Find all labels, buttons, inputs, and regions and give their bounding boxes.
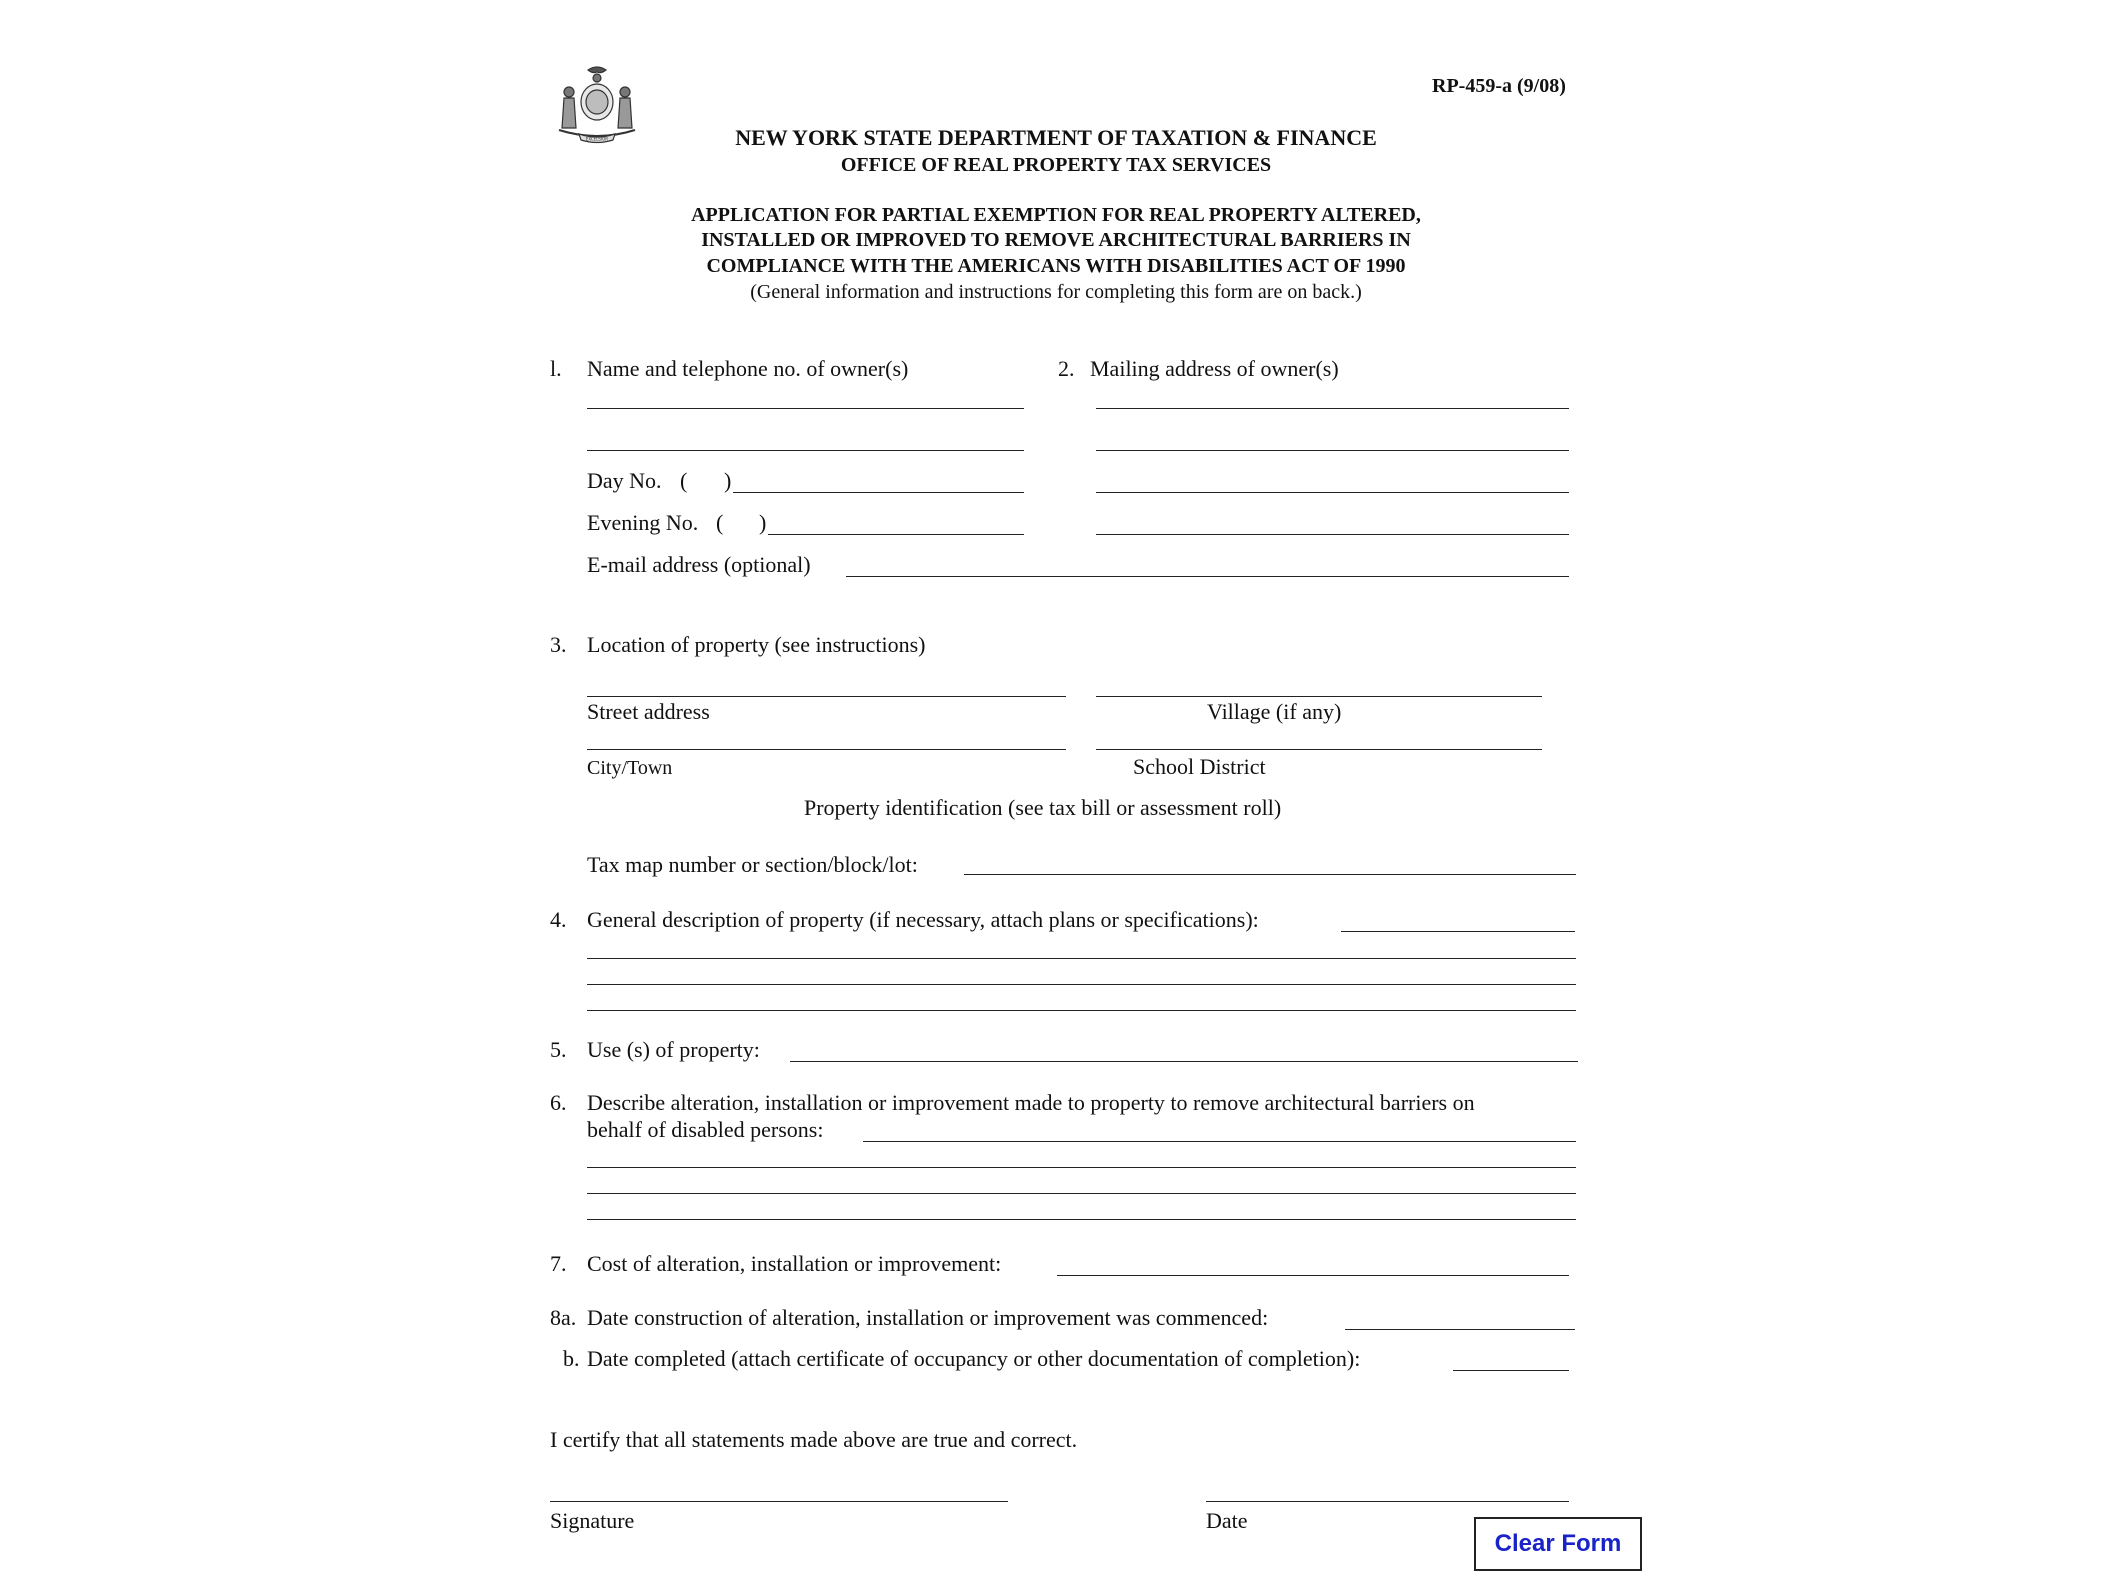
form-title-line-3: COMPLIANCE WITH THE AMERICANS WITH DISABILITIES ACT OF 1990 <box>706 255 1406 277</box>
form-id: RP-459-a (9/08) <box>1432 75 1566 97</box>
alteration-description-line-3[interactable] <box>587 1193 1576 1194</box>
signature-field[interactable] <box>550 1501 1008 1502</box>
property-use-field[interactable] <box>790 1061 1578 1062</box>
section-7-number: 7. <box>550 1251 567 1276</box>
property-description-line-1[interactable] <box>1341 931 1575 932</box>
city-town-field[interactable] <box>587 749 1066 750</box>
office-subtitle: OFFICE OF REAL PROPERTY TAX SERVICES <box>840 154 1272 176</box>
alteration-description-line-4[interactable] <box>587 1219 1576 1220</box>
school-district-label: School District <box>1133 754 1266 779</box>
alteration-description-line-1[interactable] <box>863 1141 1576 1142</box>
owner-name-phone-label: Name and telephone no. of owner(s) <box>587 356 909 381</box>
signature-label: Signature <box>550 1508 635 1533</box>
day-phone-label: Day No. <box>587 468 662 493</box>
date-completed-label: Date completed (attach certificate of occupancy or other documentation of completion): <box>587 1346 1361 1371</box>
seal-motto: EXCELSIOR <box>585 136 609 142</box>
tax-map-label: Tax map number or section/block/lot: <box>587 852 918 877</box>
street-address-field[interactable] <box>587 696 1066 697</box>
property-description-line-2[interactable] <box>587 958 1576 959</box>
day-phone-paren-open: ( <box>680 468 688 493</box>
city-town-label: City/Town <box>587 757 673 779</box>
date-completed-field[interactable] <box>1453 1370 1569 1371</box>
section-3-number: 3. <box>550 632 567 657</box>
section-5-number: 5. <box>550 1037 567 1062</box>
certification-statement: I certify that all statements made above are true and correct. <box>550 1427 1078 1452</box>
evening-phone-paren-open: ( <box>716 510 724 535</box>
date-label: Date <box>1206 1508 1248 1533</box>
property-description-line-4[interactable] <box>587 1010 1576 1011</box>
property-location-label: Location of property (see instructions) <box>587 632 926 657</box>
village-label: Village (if any) <box>1207 699 1342 724</box>
date-commenced-field[interactable] <box>1345 1329 1575 1330</box>
section-8b-number: b. <box>563 1346 580 1371</box>
section-6-number: 6. <box>550 1090 567 1115</box>
property-description-label: General description of property (if necessary, attach plans or specifications): <box>587 907 1259 932</box>
cost-field[interactable] <box>1057 1275 1569 1276</box>
evening-phone-paren-close: ) <box>759 510 767 535</box>
email-label: E-mail address (optional) <box>587 552 811 577</box>
cost-label: Cost of alteration, installation or improvement: <box>587 1251 1002 1276</box>
property-identification-label: Property identification (see tax bill or assessment roll) <box>804 795 1282 820</box>
day-phone-field[interactable] <box>733 492 1024 493</box>
alteration-description-label-line-1: Describe alteration, installation or improvement made to property to remove architectural barriers on <box>587 1090 1475 1115</box>
evening-phone-field[interactable] <box>768 534 1024 535</box>
department-title: NEW YORK STATE DEPARTMENT OF TAXATION & FINANCE <box>735 125 1377 150</box>
section-2-number: 2. <box>1058 356 1075 381</box>
mailing-address-line-3[interactable] <box>1096 492 1569 493</box>
street-address-label: Street address <box>587 699 710 724</box>
alteration-description-line-2[interactable] <box>587 1167 1576 1168</box>
email-field[interactable] <box>846 576 1569 577</box>
clear-form-button[interactable]: Clear Form <box>1474 1517 1642 1571</box>
village-field[interactable] <box>1096 696 1542 697</box>
section-4-number: 4. <box>550 907 567 932</box>
school-district-field[interactable] <box>1096 749 1542 750</box>
form-title-line-1: APPLICATION FOR PARTIAL EXEMPTION FOR REAL PROPERTY ALTERED, <box>691 204 1421 226</box>
signature-date-field[interactable] <box>1206 1501 1569 1502</box>
tax-map-field[interactable] <box>964 874 1576 875</box>
property-description-line-3[interactable] <box>587 984 1576 985</box>
property-use-label: Use (s) of property: <box>587 1037 760 1062</box>
mailing-address-line-4[interactable] <box>1096 534 1569 535</box>
mailing-address-line-1[interactable] <box>1096 408 1569 409</box>
alteration-description-label-line-2: behalf of disabled persons: <box>587 1117 824 1142</box>
owner-name-line-2[interactable] <box>587 450 1024 451</box>
mailing-address-label: Mailing address of owner(s) <box>1090 356 1339 381</box>
section-8a-number: 8a. <box>550 1305 577 1330</box>
section-1-number: l. <box>550 356 562 381</box>
mailing-address-line-2[interactable] <box>1096 450 1569 451</box>
owner-name-line-1[interactable] <box>587 408 1024 409</box>
form-title-line-2: INSTALLED OR IMPROVED TO REMOVE ARCHITECTURAL BARRIERS IN <box>701 229 1411 251</box>
day-phone-paren-close: ) <box>724 468 732 493</box>
evening-phone-label: Evening No. <box>587 510 699 535</box>
instructions-note: (General information and instructions for completing this form are on back.) <box>750 281 1362 303</box>
date-commenced-label: Date construction of alteration, installation or improvement was commenced: <box>587 1305 1269 1330</box>
